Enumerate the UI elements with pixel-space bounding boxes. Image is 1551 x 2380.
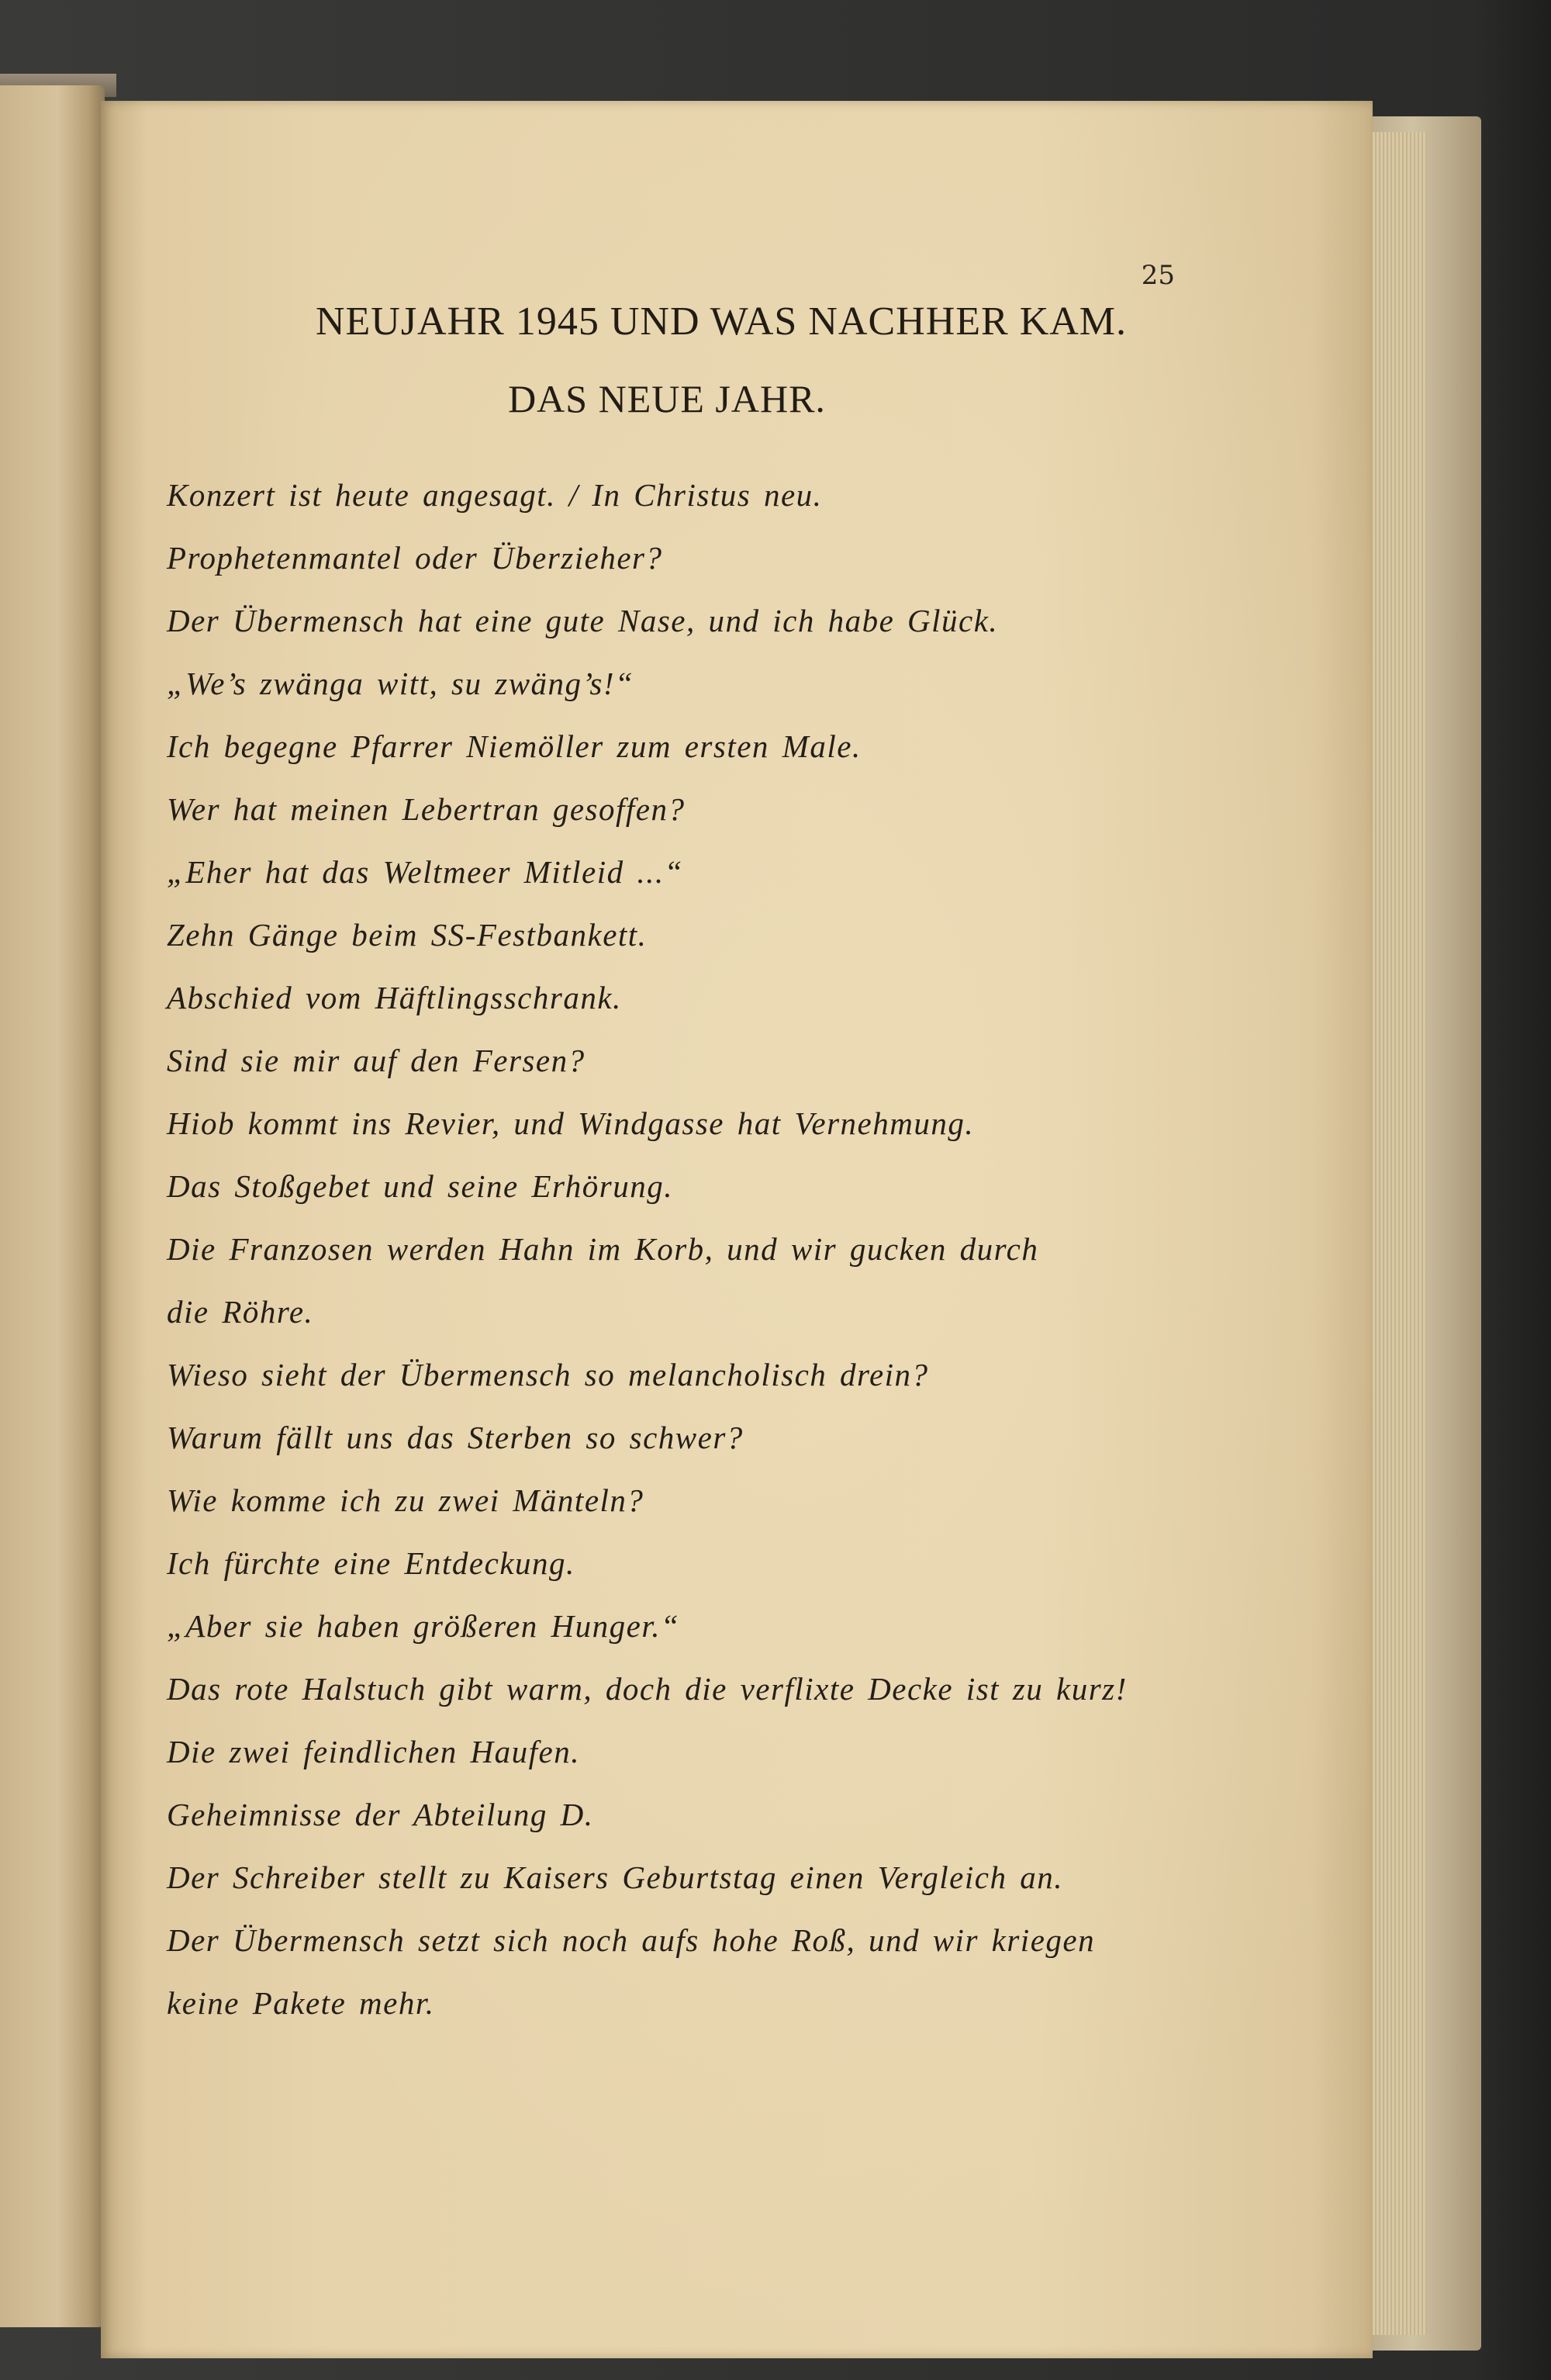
contents-line: Konzert ist heute angesagt. / In Christus neu. <box>167 477 823 513</box>
chapter-subtitle: DAS NEUE JAHR. <box>508 377 826 420</box>
contents-line: Die zwei feindlichen Haufen. <box>167 1734 580 1769</box>
contents-line: die Röhre. <box>167 1294 314 1330</box>
contents-line: keine Pakete mehr. <box>167 1985 435 2021</box>
page-number: 25 <box>1141 260 1175 291</box>
contents-line: Sind sie mir auf den Fersen? <box>167 1043 586 1078</box>
contents-line: Das rote Halstuch gibt warm, doch die verflixte Decke ist zu kurz! <box>167 1671 1128 1707</box>
contents-line: „We’s zwänga witt, su zwäng’s!“ <box>167 666 634 701</box>
contents-line: „Eher hat das Weltmeer Mitleid ...“ <box>167 854 683 890</box>
contents-line: Wie komme ich zu zwei Mänteln? <box>167 1482 644 1518</box>
left-facing-page <box>0 85 105 2327</box>
contents-line: Hiob kommt ins Revier, und Windgasse hat Vernehmung. <box>167 1105 975 1141</box>
contents-line: Der Übermensch setzt sich noch aufs hohe Roß, und wir kriegen <box>167 1922 1096 1958</box>
contents-list <box>167 464 1291 2035</box>
book-page <box>101 101 1373 2358</box>
contents-line: Prophetenmantel oder Überzieher? <box>167 540 663 576</box>
contents-line: Der Übermensch hat eine gute Nase, und ich habe Glück. <box>167 603 999 638</box>
contents-line: Abschied vom Häftlingsschrank. <box>167 980 622 1015</box>
contents-line: Geheimnisse der Abteilung D. <box>167 1797 594 1832</box>
page-stack-edge <box>1365 132 1427 2335</box>
contents-line: Ich fürchte eine Entdeckung. <box>167 1545 575 1581</box>
contents-line: Die Franzosen werden Hahn im Korb, und wir gucken durch <box>167 1231 1039 1267</box>
contents-line: „Aber sie haben größeren Hunger.“ <box>167 1608 680 1644</box>
contents-line: Wieso sieht der Übermensch so melancholisch drein? <box>167 1357 929 1392</box>
contents-line: Ich begegne Pfarrer Niemöller zum ersten Male. <box>167 728 862 764</box>
contents-line: Der Schreiber stellt zu Kaisers Geburtstag einen Vergleich an. <box>167 1859 1063 1895</box>
contents-line: Warum fällt uns das Sterben so schwer? <box>167 1420 744 1455</box>
contents-line: Das Stoßgebet und seine Erhörung. <box>167 1168 673 1204</box>
contents-line: Zehn Gänge beim SS-Festbankett. <box>167 917 648 953</box>
chapter-title: NEUJAHR 1945 UND WAS NACHHER KAM. <box>315 299 1128 344</box>
contents-line: Wer hat meinen Lebertran gesoffen? <box>167 791 686 827</box>
